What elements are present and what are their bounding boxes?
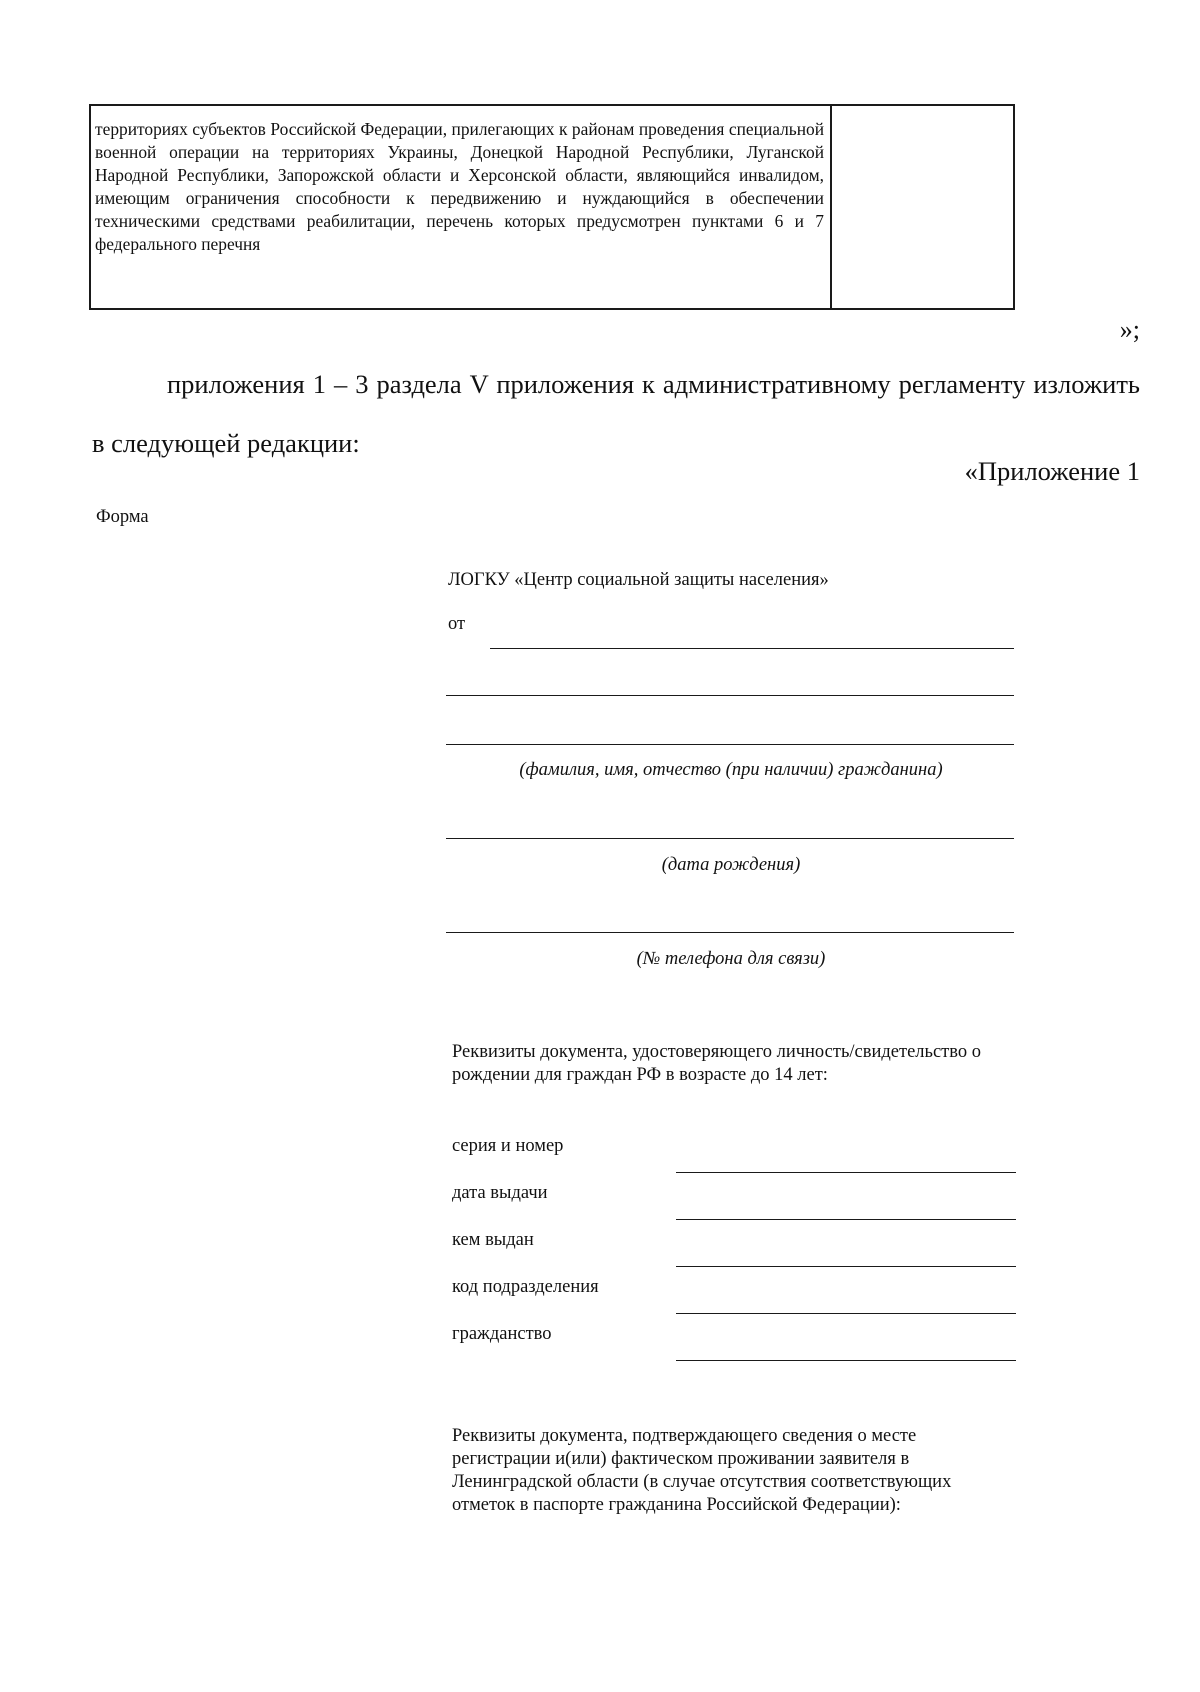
full-name-caption: (фамилия, имя, отчество (при наличии) гражданина) [519, 760, 943, 780]
amendment-paragraph: приложения 1 – 3 раздела V приложения к административному регламенту изложить в следующей редакции: [92, 369, 1140, 458]
field-series-number: серия и номер [452, 1136, 564, 1156]
issue-date-line [676, 1219, 1016, 1220]
phone-caption: (№ телефона для связи) [636, 949, 826, 969]
phone-line [446, 932, 1014, 933]
citizenship-line [676, 1360, 1016, 1361]
field-department-code: код подразделения [452, 1277, 599, 1297]
table-empty-cell [832, 106, 1013, 308]
table-text-cell: территориях субъектов Российской Федерации, прилегающих к районам проведения специальной военной операции на территориях Украины, Донецкой Народной Республики, Луганской Народной Республики, Запорожской области и Херсонской области, являющийся инвалидом, имеющим ограничения способности к передвижению и нуждающийся в обеспечении техническими средствами реабилитации, перечень которых предусмотрен пунктами 6 и 7 федерального перечня [91, 106, 832, 308]
field-issue-date: дата выдачи [452, 1183, 548, 1203]
addressee: ЛОГКУ «Центр социальной защиты населения» [448, 570, 829, 590]
issued-by-line [676, 1266, 1016, 1267]
name-line-1 [490, 648, 1014, 649]
closing-quote: »; [1119, 315, 1140, 344]
field-issued-by: кем выдан [452, 1230, 534, 1250]
from-label: от [448, 614, 466, 634]
name-line-3 [446, 744, 1014, 745]
name-line-2 [446, 695, 1014, 696]
continuation-table [89, 104, 1015, 310]
series-number-line [676, 1172, 1016, 1173]
birth-date-caption: (дата рождения) [661, 855, 801, 875]
birth-date-line [446, 838, 1014, 839]
form-label: Форма [96, 507, 149, 527]
appendix-title: «Приложение 1 [964, 456, 1140, 486]
identity-doc-heading: Реквизиты документа, удостоверяющего личность/свидетельство о рождении для граждан РФ в возрасте до 14 лет: [452, 1042, 981, 1085]
field-citizenship: гражданство [452, 1324, 552, 1344]
residence-doc-heading: Реквизиты документа, подтверждающего сведения о месте регистрации и(или) фактическом проживании заявителя в Ленинградской области (в случае отсутствия соответствующих отметок в паспорте гражданина Российской Федерации): [452, 1426, 952, 1515]
department-code-line [676, 1313, 1016, 1314]
